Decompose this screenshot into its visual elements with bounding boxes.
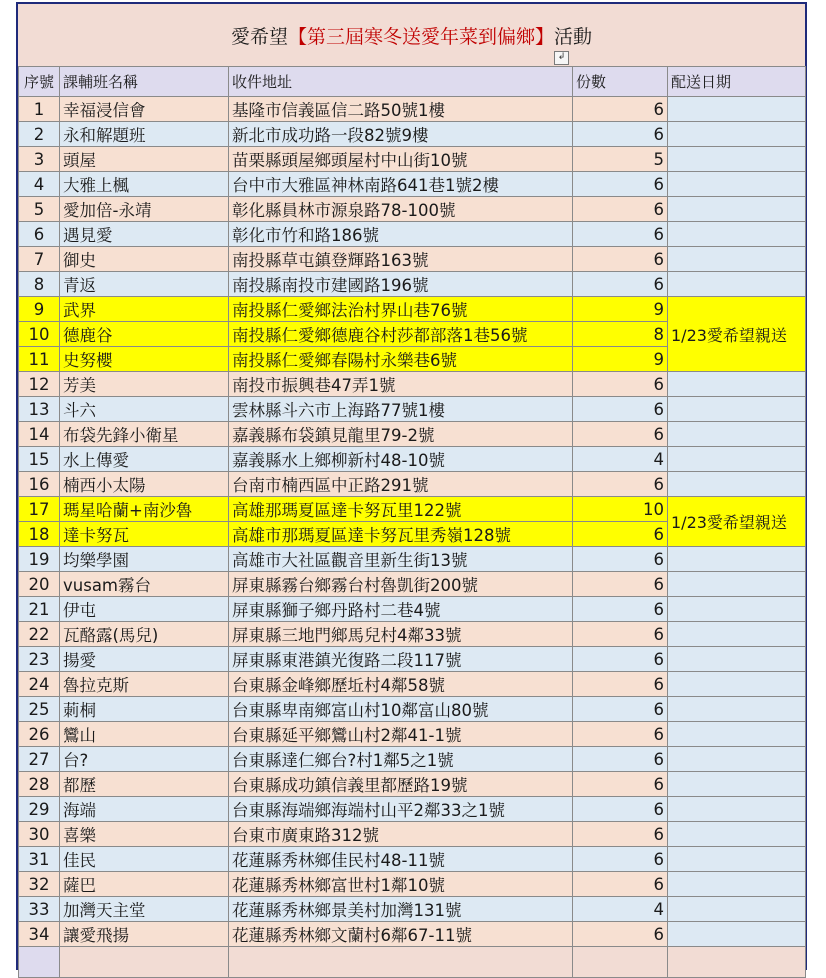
table-row <box>19 722 806 747</box>
cell-class-name[interactable]: 斗六 <box>60 397 229 422</box>
cell-delivery-date[interactable] <box>668 922 806 947</box>
cell-qty[interactable]: 6 <box>573 522 668 547</box>
cell-qty[interactable]: 6 <box>573 747 668 772</box>
table-row <box>19 497 806 522</box>
cell-class-name[interactable]: 台? <box>60 747 229 772</box>
table-row <box>19 647 806 672</box>
cell-class-name[interactable]: 愛加倍-永靖 <box>60 197 229 222</box>
cell-class-name[interactable]: 武界 <box>60 297 229 322</box>
cell-no[interactable]: 1 <box>19 97 60 122</box>
cell-no[interactable]: 27 <box>19 747 60 772</box>
cell-no[interactable]: 29 <box>19 797 60 822</box>
cell-address[interactable]: 台東縣達仁鄉台?村1鄰5之1號 <box>229 747 573 772</box>
cell-qty[interactable]: 8 <box>573 322 668 347</box>
cell-address[interactable]: 花蓮縣秀林鄉景美村加灣131號 <box>229 897 573 922</box>
cell-address[interactable]: 南投縣草屯鎮登輝路163號 <box>229 247 573 272</box>
cell-class-name[interactable]: 水上傳愛 <box>60 447 229 472</box>
cell-delivery-date[interactable] <box>668 647 806 672</box>
cell-class-name[interactable]: 瓦酪露(馬兒) <box>60 622 229 647</box>
table-row <box>19 172 806 197</box>
cell-delivery-date[interactable] <box>668 597 806 622</box>
cell-qty[interactable]: 6 <box>573 847 668 872</box>
header-date[interactable]: 配送日期 <box>668 67 806 97</box>
cell-class-name[interactable]: 楠西小太陽 <box>60 472 229 497</box>
cell-address[interactable]: 台東縣成功鎮信義里都歷路19號 <box>229 772 573 797</box>
cell-delivery-date[interactable] <box>668 722 806 747</box>
table-row <box>19 197 806 222</box>
cell-no[interactable]: 2 <box>19 122 60 147</box>
cell-no[interactable]: 33 <box>19 897 60 922</box>
cell-no[interactable]: 16 <box>19 472 60 497</box>
cell-qty[interactable]: 6 <box>573 397 668 422</box>
title-suffix: 活動 <box>554 26 593 48</box>
cell-no[interactable]: 3 <box>19 147 60 172</box>
cell-address[interactable]: 南投縣仁愛鄉春陽村永樂巷6號 <box>229 347 573 372</box>
cell-address[interactable]: 台東縣卑南鄉富山村10鄰富山80號 <box>229 697 573 722</box>
spreadsheet-frame <box>16 2 807 970</box>
cell-qty[interactable]: 4 <box>573 447 668 472</box>
cell-no[interactable]: 24 <box>19 672 60 697</box>
cell-address[interactable]: 台東縣海端鄉海端村山平2鄰33之1號 <box>229 797 573 822</box>
cell-address[interactable]: 台南市楠西區中正路291號 <box>229 472 573 497</box>
cell-qty[interactable]: 6 <box>573 272 668 297</box>
page-title <box>18 22 805 49</box>
header-no[interactable]: 序號 <box>19 67 60 97</box>
table-row <box>19 297 806 322</box>
empty-row <box>19 947 806 978</box>
cell-address[interactable]: 台中市大雅區神林南路641巷1號2樓 <box>229 172 573 197</box>
table-row <box>19 572 806 597</box>
cell-qty[interactable]: 6 <box>573 797 668 822</box>
cell-delivery-date[interactable] <box>668 572 806 597</box>
table-row <box>19 772 806 797</box>
delivery-table <box>18 66 806 978</box>
cell-class-name[interactable]: 佳民 <box>60 847 229 872</box>
cell-no[interactable]: 21 <box>19 597 60 622</box>
cell-qty[interactable]: 6 <box>573 547 668 572</box>
cell-qty[interactable]: 6 <box>573 422 668 447</box>
cell-address[interactable]: 雲林縣斗六市上海路77號1樓 <box>229 397 573 422</box>
cell-address[interactable]: 台東縣延平鄉鸞山村2鄰41-1號 <box>229 722 573 747</box>
cell-address[interactable]: 台東縣金峰鄉歷坵村4鄰58號 <box>229 672 573 697</box>
cell-delivery-date[interactable] <box>668 147 806 172</box>
cell-no[interactable]: 5 <box>19 197 60 222</box>
cell-address[interactable]: 屏東縣獅子鄉丹路村二巷4號 <box>229 597 573 622</box>
cell-address[interactable]: 南投縣仁愛鄉德鹿谷村莎都部落1巷56號 <box>229 322 573 347</box>
title-prefix: 愛希望 <box>230 26 288 48</box>
cell-qty[interactable]: 6 <box>573 647 668 672</box>
cell-no[interactable]: 32 <box>19 872 60 897</box>
cell-qty[interactable]: 6 <box>573 122 668 147</box>
cell-qty[interactable]: 6 <box>573 722 668 747</box>
table-row <box>19 272 806 297</box>
cell-qty[interactable]: 5 <box>573 147 668 172</box>
cell-delivery-date[interactable] <box>668 397 806 422</box>
cell-no[interactable]: 20 <box>19 572 60 597</box>
cell-no[interactable]: 4 <box>19 172 60 197</box>
cell-class-name[interactable]: 頭屋 <box>60 147 229 172</box>
cell-class-name[interactable]: 鸞山 <box>60 722 229 747</box>
cell-class-name[interactable]: 莿桐 <box>60 697 229 722</box>
header-row <box>19 67 806 97</box>
cell-no[interactable]: 31 <box>19 847 60 872</box>
cell-qty[interactable]: 6 <box>573 822 668 847</box>
table-row <box>19 122 806 147</box>
cell-class-name[interactable]: 永和解題班 <box>60 122 229 147</box>
cell-class-name[interactable]: 史努櫻 <box>60 347 229 372</box>
cell-qty[interactable]: 9 <box>573 297 668 322</box>
cell-delivery-date[interactable] <box>668 897 806 922</box>
cell-class-name[interactable]: 伊屯 <box>60 597 229 622</box>
cell-qty[interactable]: 6 <box>573 472 668 497</box>
cell-class-name[interactable]: 御史 <box>60 247 229 272</box>
table-row <box>19 422 806 447</box>
cell-class-name[interactable]: 遇見愛 <box>60 222 229 247</box>
cell-address[interactable]: 屏東縣三地門鄉馬兒村4鄰33號 <box>229 622 573 647</box>
header-class-name[interactable]: 課輔班名稱 <box>60 67 229 97</box>
cell-no[interactable]: 10 <box>19 322 60 347</box>
cell-address[interactable]: 南投縣南投市建國路196號 <box>229 272 573 297</box>
empty-cell[interactable] <box>573 947 668 978</box>
cell-delivery-date[interactable] <box>668 122 806 147</box>
cell-delivery-date[interactable] <box>668 247 806 272</box>
header-qty[interactable]: 份數 <box>573 67 668 97</box>
cell-class-name[interactable]: 讓愛飛揚 <box>60 922 229 947</box>
table-row <box>19 872 806 897</box>
cell-qty[interactable]: 9 <box>573 347 668 372</box>
cell-class-name[interactable]: 德鹿谷 <box>60 322 229 347</box>
cell-class-name[interactable]: 喜樂 <box>60 822 229 847</box>
cell-qty[interactable]: 6 <box>573 97 668 122</box>
title-cell[interactable] <box>18 4 805 67</box>
table-row <box>19 822 806 847</box>
cell-no[interactable]: 7 <box>19 247 60 272</box>
cell-address[interactable]: 苗栗縣頭屋鄉頭屋村中山街10號 <box>229 147 573 172</box>
cell-no[interactable]: 22 <box>19 622 60 647</box>
cell-qty[interactable]: 6 <box>573 872 668 897</box>
cell-delivery-date[interactable]: 1/23愛希望親送 <box>668 497 806 547</box>
table-row <box>19 897 806 922</box>
cell-class-name[interactable]: 達卡努瓦 <box>60 522 229 547</box>
table-row <box>19 147 806 172</box>
cell-class-name[interactable]: 大雅上楓 <box>60 172 229 197</box>
table-row <box>19 697 806 722</box>
table-row <box>19 97 806 122</box>
cell-delivery-date[interactable] <box>668 697 806 722</box>
cell-class-name[interactable]: 加灣天主堂 <box>60 897 229 922</box>
table-body <box>19 97 806 978</box>
header-address[interactable]: 收件地址 <box>229 67 573 97</box>
cell-address[interactable]: 彰化市竹和路186號 <box>229 222 573 247</box>
paste-options-icon[interactable]: ↲ <box>554 51 569 65</box>
cell-class-name[interactable]: 薩巴 <box>60 872 229 897</box>
cell-no[interactable]: 34 <box>19 922 60 947</box>
cell-no[interactable]: 14 <box>19 422 60 447</box>
cell-delivery-date[interactable] <box>668 97 806 122</box>
cell-no[interactable]: 15 <box>19 447 60 472</box>
cell-qty[interactable]: 6 <box>573 772 668 797</box>
cell-address[interactable]: 南投縣仁愛鄉法治村界山巷76號 <box>229 297 573 322</box>
cell-class-name[interactable]: 青返 <box>60 272 229 297</box>
cell-delivery-date[interactable] <box>668 872 806 897</box>
table-row <box>19 797 806 822</box>
cell-delivery-date[interactable] <box>668 672 806 697</box>
table-row <box>19 397 806 422</box>
cell-no[interactable]: 23 <box>19 647 60 672</box>
table-row <box>19 547 806 572</box>
cell-address[interactable]: 高雄市大社區觀音里新生街13號 <box>229 547 573 572</box>
cell-delivery-date[interactable] <box>668 222 806 247</box>
cell-delivery-date[interactable] <box>668 422 806 447</box>
cell-delivery-date[interactable] <box>668 197 806 222</box>
cell-address[interactable]: 嘉義縣水上鄉柳新村48-10號 <box>229 447 573 472</box>
cell-class-name[interactable]: 揚愛 <box>60 647 229 672</box>
cell-delivery-date[interactable] <box>668 772 806 797</box>
cell-delivery-date[interactable] <box>668 822 806 847</box>
cell-qty[interactable]: 6 <box>573 672 668 697</box>
empty-cell[interactable] <box>60 947 229 978</box>
cell-no[interactable]: 12 <box>19 372 60 397</box>
title-highlight: 【第三屆寒冬送愛年菜到偏鄉】 <box>287 26 554 48</box>
cell-no[interactable]: 13 <box>19 397 60 422</box>
cell-qty[interactable]: 6 <box>573 622 668 647</box>
table-row <box>19 222 806 247</box>
cell-qty[interactable]: 6 <box>573 597 668 622</box>
table-row <box>19 922 806 947</box>
cell-no[interactable]: 28 <box>19 772 60 797</box>
cell-qty[interactable]: 10 <box>573 497 668 522</box>
cell-no[interactable]: 18 <box>19 522 60 547</box>
table-row <box>19 372 806 397</box>
cell-address[interactable]: 新北市成功路一段82號9樓 <box>229 122 573 147</box>
cell-address[interactable]: 花蓮縣秀林鄉佳民村48-11號 <box>229 847 573 872</box>
cell-qty[interactable]: 6 <box>573 697 668 722</box>
cell-delivery-date[interactable] <box>668 797 806 822</box>
table-row <box>19 622 806 647</box>
cell-class-name[interactable]: 都歷 <box>60 772 229 797</box>
cell-qty[interactable]: 6 <box>573 197 668 222</box>
cell-qty[interactable]: 6 <box>573 222 668 247</box>
cell-delivery-date[interactable] <box>668 447 806 472</box>
cell-delivery-date[interactable] <box>668 372 806 397</box>
cell-delivery-date[interactable] <box>668 547 806 572</box>
cell-address[interactable]: 台東市廣東路312號 <box>229 822 573 847</box>
cell-no[interactable]: 6 <box>19 222 60 247</box>
table-row <box>19 447 806 472</box>
cell-delivery-date[interactable]: 1/23愛希望親送 <box>668 297 806 372</box>
cell-no[interactable]: 26 <box>19 722 60 747</box>
empty-cell[interactable] <box>19 947 60 978</box>
cell-address[interactable]: 花蓮縣秀林鄉文蘭村6鄰67-11號 <box>229 922 573 947</box>
cell-no[interactable]: 9 <box>19 297 60 322</box>
cell-class-name[interactable]: 瑪星哈蘭+南沙魯 <box>60 497 229 522</box>
cell-class-name[interactable]: vusam霧台 <box>60 572 229 597</box>
table-row <box>19 247 806 272</box>
cell-delivery-date[interactable] <box>668 622 806 647</box>
empty-cell[interactable] <box>229 947 573 978</box>
cell-delivery-date[interactable] <box>668 847 806 872</box>
cell-no[interactable]: 25 <box>19 697 60 722</box>
table-row <box>19 472 806 497</box>
cell-class-name[interactable]: 均樂學園 <box>60 547 229 572</box>
cell-qty[interactable]: 6 <box>573 172 668 197</box>
cell-no[interactable]: 30 <box>19 822 60 847</box>
cell-class-name[interactable]: 魯拉克斯 <box>60 672 229 697</box>
cell-no[interactable]: 17 <box>19 497 60 522</box>
table-row <box>19 747 806 772</box>
cell-class-name[interactable]: 海端 <box>60 797 229 822</box>
table-row <box>19 672 806 697</box>
cell-qty[interactable]: 6 <box>573 922 668 947</box>
cell-qty[interactable]: 6 <box>573 372 668 397</box>
cell-qty[interactable]: 6 <box>573 247 668 272</box>
cell-class-name[interactable]: 幸福浸信會 <box>60 97 229 122</box>
cell-qty[interactable]: 4 <box>573 897 668 922</box>
cell-address[interactable]: 高雄市那瑪夏區達卡努瓦里秀嶺128號 <box>229 522 573 547</box>
cell-address[interactable]: 花蓮縣秀林鄉富世村1鄰10號 <box>229 872 573 897</box>
cell-address[interactable]: 屏東縣霧台鄉霧台村魯凱街200號 <box>229 572 573 597</box>
cell-address[interactable]: 基隆市信義區信二路50號1樓 <box>229 97 573 122</box>
empty-cell[interactable] <box>668 947 806 978</box>
cell-delivery-date[interactable] <box>668 272 806 297</box>
cell-address[interactable]: 高雄那瑪夏區達卡努瓦里122號 <box>229 497 573 522</box>
cell-class-name[interactable]: 布袋先鋒小衛星 <box>60 422 229 447</box>
cell-delivery-date[interactable] <box>668 472 806 497</box>
table-row <box>19 597 806 622</box>
cell-address[interactable]: 南投市振興巷47弄1號 <box>229 372 573 397</box>
cell-address[interactable]: 嘉義縣布袋鎮見龍里79-2號 <box>229 422 573 447</box>
cell-no[interactable]: 11 <box>19 347 60 372</box>
cell-delivery-date[interactable] <box>668 172 806 197</box>
cell-qty[interactable]: 6 <box>573 572 668 597</box>
cell-address[interactable]: 彰化縣員林市源泉路78-100號 <box>229 197 573 222</box>
cell-no[interactable]: 19 <box>19 547 60 572</box>
cell-no[interactable]: 8 <box>19 272 60 297</box>
table-row <box>19 847 806 872</box>
cell-class-name[interactable]: 芳美 <box>60 372 229 397</box>
cell-delivery-date[interactable] <box>668 747 806 772</box>
cell-address[interactable]: 屏東縣東港鎮光復路二段117號 <box>229 647 573 672</box>
